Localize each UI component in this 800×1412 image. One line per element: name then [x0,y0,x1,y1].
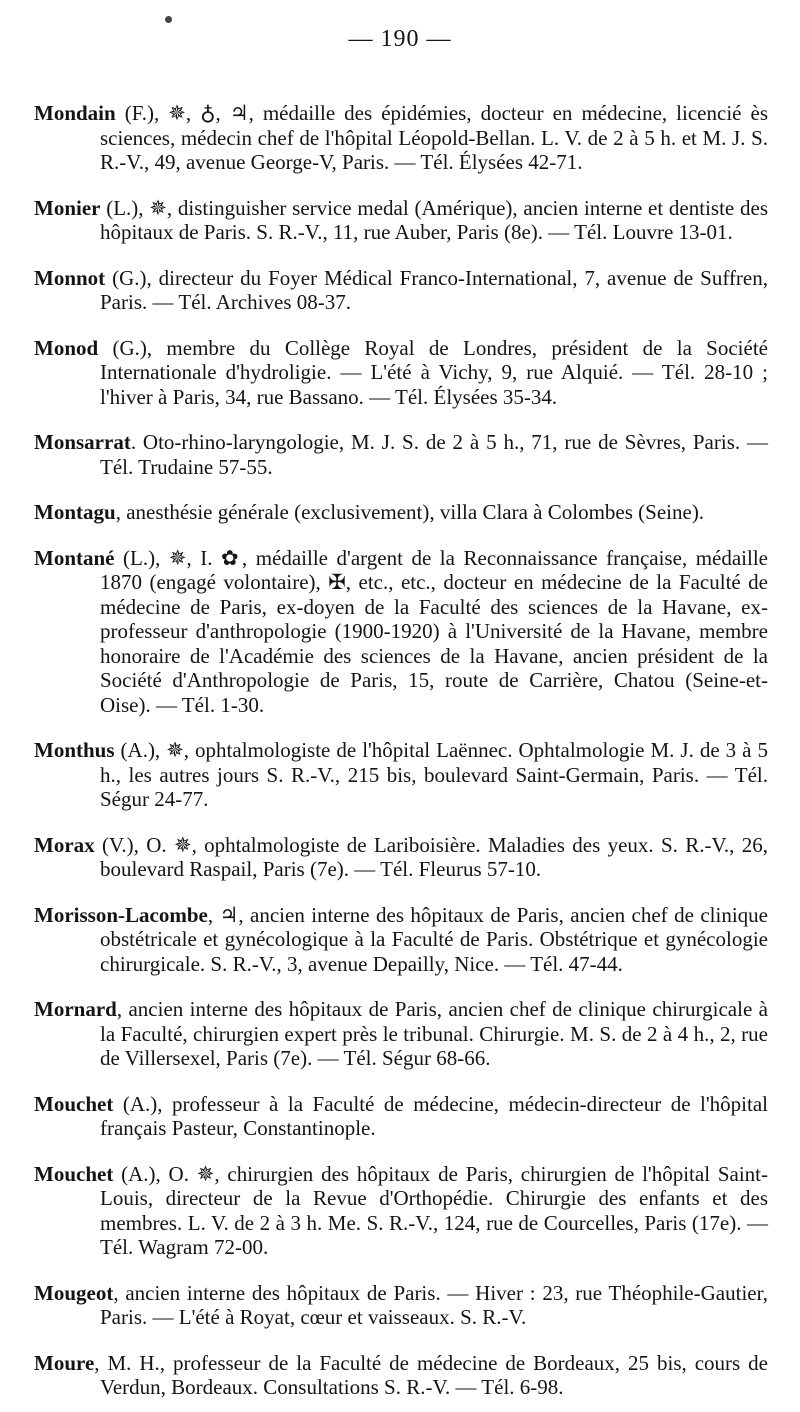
entry-name: Monnot [34,265,106,290]
entry-monnot [34,266,768,315]
entry-name: Morisson-Lacombe [34,902,208,927]
entry-text: (G.), membre du Collège Royal de Londres, président de la Société Internationale d'hydroligie. — L'été à Vichy, 9, rue Alquié. — Tél. 28-10 ; l'hiver à Paris, 34, rue Bassano. — Tél. Élysées 35-34. [98,335,768,409]
entry-montagu [34,500,768,525]
entry-mornard [34,997,768,1071]
entry-morax [34,833,768,882]
entry-text: (V.), O. ✵, ophtalmologiste de Lariboisière. Maladies des yeux. S. R.-V., 26, boulevard Raspail, Paris (7e). — Tél. Fleurus 57-10. [94,832,768,881]
entry-text: (L.), ✵, distinguisher service medal (Amérique), ancien interne et dentiste des hôpitaux de Paris. S. R.-V., 11, rue Auber, Paris (8e). — Tél. Louvre 13-01. [100,195,768,244]
entry-name: Monsarrat [34,430,131,454]
entry-monsarrat [34,430,768,479]
entry-morisson-lacombe [34,903,768,977]
entry-name: Monod [34,335,99,360]
entry-mougeot [34,1281,768,1330]
entry-text: (A.), ✵, ophtalmologiste de l'hôpital Laënnec. Ophtalmologie M. J. de 3 à 5 h., les autres jours S. R.-V., 215 bis, boulevard Saint-Germain, Paris. — Tél. Ségur 24-77. [100,738,768,811]
entry-name: Mouchet [34,1091,114,1116]
entry-monier [34,196,768,245]
entry-text: (A.), O. ✵, chirurgien des hôpitaux de Paris, chirurgien de l'hôpital Saint-Louis, directeur de la Revue d'Orthopédie. Chirurgie des enfants et des membres. L. V. de 2 à 3 h. Me. S. R.-V., 124, rue de Courcelles, Paris (17e). — Tél. Wagram 72-00. [100,1161,768,1259]
entry-text: , anesthésie générale (exclusivement), villa Clara à Colombes (Seine). [115,500,705,524]
ink-dot [165,16,172,23]
entry-name: Mondain [34,101,116,125]
entry-moure [34,1351,768,1400]
entry-name: Mouchet [34,1161,114,1186]
entry-monod [34,336,768,410]
entry-text: , M. H., professeur de la Faculté de médecine de Bordeaux, 25 bis, cours de Verdun, Bordeaux. Consultations S. R.-V. — Tél. 6-98. [94,1350,768,1399]
entry-name: Moure [34,1350,95,1375]
directory-entries [34,80,768,1412]
entry-name: Morax [34,832,95,857]
entry-mouchet-2 [34,1162,768,1260]
entry-text: (A.), professeur à la Faculté de médecine, médecin-directeur de l'hôpital français Pasteur, Constantinople. [100,1091,768,1140]
entry-monthus [34,738,768,812]
entry-text: . Oto-rhino-laryngologie, M. J. S. de 2 à 5 h., 71, rue de Sèvres, Paris. — Tél. Trudaine 57-55. [100,430,768,479]
entry-text: (F.), ✵, ♁, ♃, médaille des épidémies, docteur en médecine, licencié ès sciences, médecin chef de l'hôpital Léopold-Bellan. L. V. de 2 à 5 h. et M. J. S. R.-V., 49, avenue George-V, Paris. — Tél. Élysées 42-71. [100,101,768,174]
entry-text: (G.), directeur du Foyer Médical Franco-International, 7, avenue de Suffren, Paris. — Tél. Archives 08-37. [100,265,768,314]
entry-mouchet-1 [34,1092,768,1141]
entry-text: , ancien interne des hôpitaux de Paris. — Hiver : 23, rue Théophile-Gautier, Paris. — L'été à Royat, cœur et vaisseaux. S. R.-V. [100,1280,768,1329]
page-number: — 190 — [348,26,452,52]
entry-name: Monthus [34,738,115,762]
entry-text: , ancien interne des hôpitaux de Paris, ancien chef de clinique chirurgicale à la Faculté, chirurgien expert près le tribunal. Chirurgie. M. S. de 2 à 4 h., 2, rue de Villersexel, Paris (7e). — Tél. Ségur 68-66. [100,997,768,1070]
entry-name: Montagu [34,500,116,524]
entry-name: Mougeot [34,1280,114,1305]
entry-name: Mornard [34,997,117,1021]
entry-text: , ♃, ancien interne des hôpitaux de Paris, ancien chef de clinique obstétricale et gynécologique à la Faculté de Paris. Obstétrique et gynécologie chirurgicale. S. R.-V., 3, avenue Depailly, Nice. — Tél. 47-44. [100,902,768,976]
entry-text: (L.), ✵, I. ✿, médaille d'argent de la Reconnaissance française, médaille 1870 (engagé volontaire), ✠, etc., etc., docteur en médecine de la Faculté de médecine de Paris, ex-doyen de la Faculté des sciences de la Havane, ex-professeur d'anthropologie (1900-1920) à l'Université de la Havane, membre honoraire de l'Académie des sciences de la Havane, ancien président de la Société d'Anthropologie de Paris, 15, route de Carrière, Chatou (Seine-et-Oise). — Tél. 1-30. [100,545,768,717]
entry-montane [34,546,768,718]
entry-mondain [34,101,768,175]
entry-name: Monier [34,195,101,220]
entry-name: Montané [34,545,115,570]
